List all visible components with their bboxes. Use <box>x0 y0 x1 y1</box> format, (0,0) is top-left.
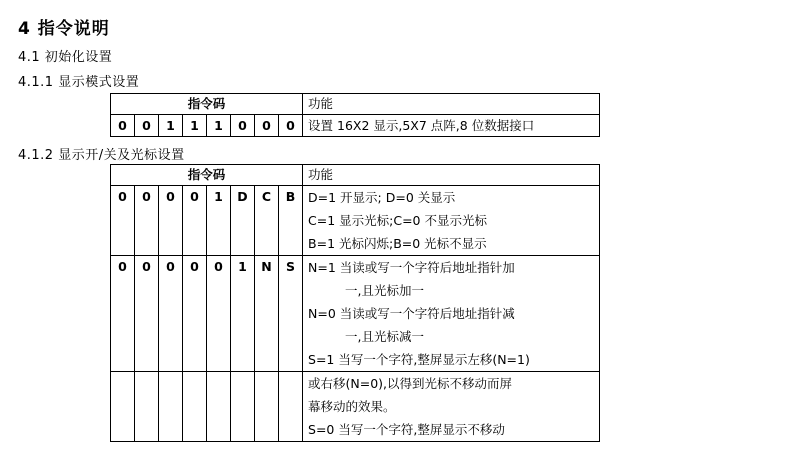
bit-cell: 0 <box>111 186 135 256</box>
section-title: 4 指令说明 <box>18 19 110 39</box>
empty-cell <box>111 372 135 442</box>
function-cell: 设置 16X2 显示,5X7 点阵,8 位数据接口 <box>303 115 600 137</box>
empty-cell <box>279 372 303 442</box>
function-line: B=1 光标闪烁;B=0 光标不显示 <box>308 236 487 251</box>
function-cell <box>303 372 600 442</box>
instruction-code-header: 指令码 <box>111 165 303 186</box>
bit-cell: 1 <box>183 115 207 137</box>
bit-cell: 0 <box>231 115 255 137</box>
empty-cell <box>255 372 279 442</box>
bit-cell: 0 <box>135 256 159 372</box>
bit-cell: S <box>279 256 303 372</box>
function-line: N=1 当读或写一个字符后地址指针加 <box>308 260 515 275</box>
bit-cell: 0 <box>183 186 207 256</box>
function-line: D=1 开显示; D=0 关显示 <box>308 190 456 205</box>
empty-cell <box>231 372 255 442</box>
function-line: 一,且光标减一 <box>345 329 424 344</box>
empty-cell <box>159 372 183 442</box>
bit-cell: 0 <box>279 115 303 137</box>
empty-cell <box>135 372 159 442</box>
bit-cell: 1 <box>159 115 183 137</box>
subsection-4-1-2: 4.1.2 显示开/关及光标设置 <box>18 148 185 163</box>
bit-cell: 1 <box>207 186 231 256</box>
bit-cell: 1 <box>231 256 255 372</box>
bit-cell: 0 <box>159 256 183 372</box>
empty-cell <box>207 372 231 442</box>
subsection-4-1-1: 4.1.1 显示模式设置 <box>18 75 140 90</box>
bit-cell: 0 <box>183 256 207 372</box>
function-line: 或右移(N=0),以得到光标不移动而屏 <box>308 376 513 391</box>
function-line: C=1 显示光标;C=0 不显示光标 <box>308 213 487 228</box>
display-mode-table <box>110 93 600 137</box>
bit-cell: 0 <box>255 115 279 137</box>
bit-cell: 1 <box>207 115 231 137</box>
bit-cell: 0 <box>135 186 159 256</box>
bit-cell: N <box>255 256 279 372</box>
bit-cell: 0 <box>159 186 183 256</box>
function-line: 幕移动的效果。 <box>308 399 396 414</box>
bit-cell: 0 <box>207 256 231 372</box>
function-cell <box>303 186 600 256</box>
instruction-code-header: 指令码 <box>111 94 303 115</box>
function-line: S=1 当写一个字符,整屏显示左移(N=1) <box>308 352 530 367</box>
bit-cell: C <box>255 186 279 256</box>
function-line: S=0 当写一个字符,整屏显示不移动 <box>308 422 505 437</box>
bit-cell: B <box>279 186 303 256</box>
bit-cell: 0 <box>111 115 135 137</box>
bit-cell: D <box>231 186 255 256</box>
function-cell <box>303 256 600 372</box>
display-switch-table <box>110 164 600 442</box>
function-header: 功能 <box>303 94 600 115</box>
function-line: N=0 当读或写一个字符后地址指针减 <box>308 306 515 321</box>
bit-cell: 0 <box>135 115 159 137</box>
subsection-4-1: 4.1 初始化设置 <box>18 50 113 65</box>
function-header: 功能 <box>303 165 600 186</box>
bit-cell: 0 <box>111 256 135 372</box>
function-line: 一,且光标加一 <box>345 283 424 298</box>
empty-cell <box>183 372 207 442</box>
